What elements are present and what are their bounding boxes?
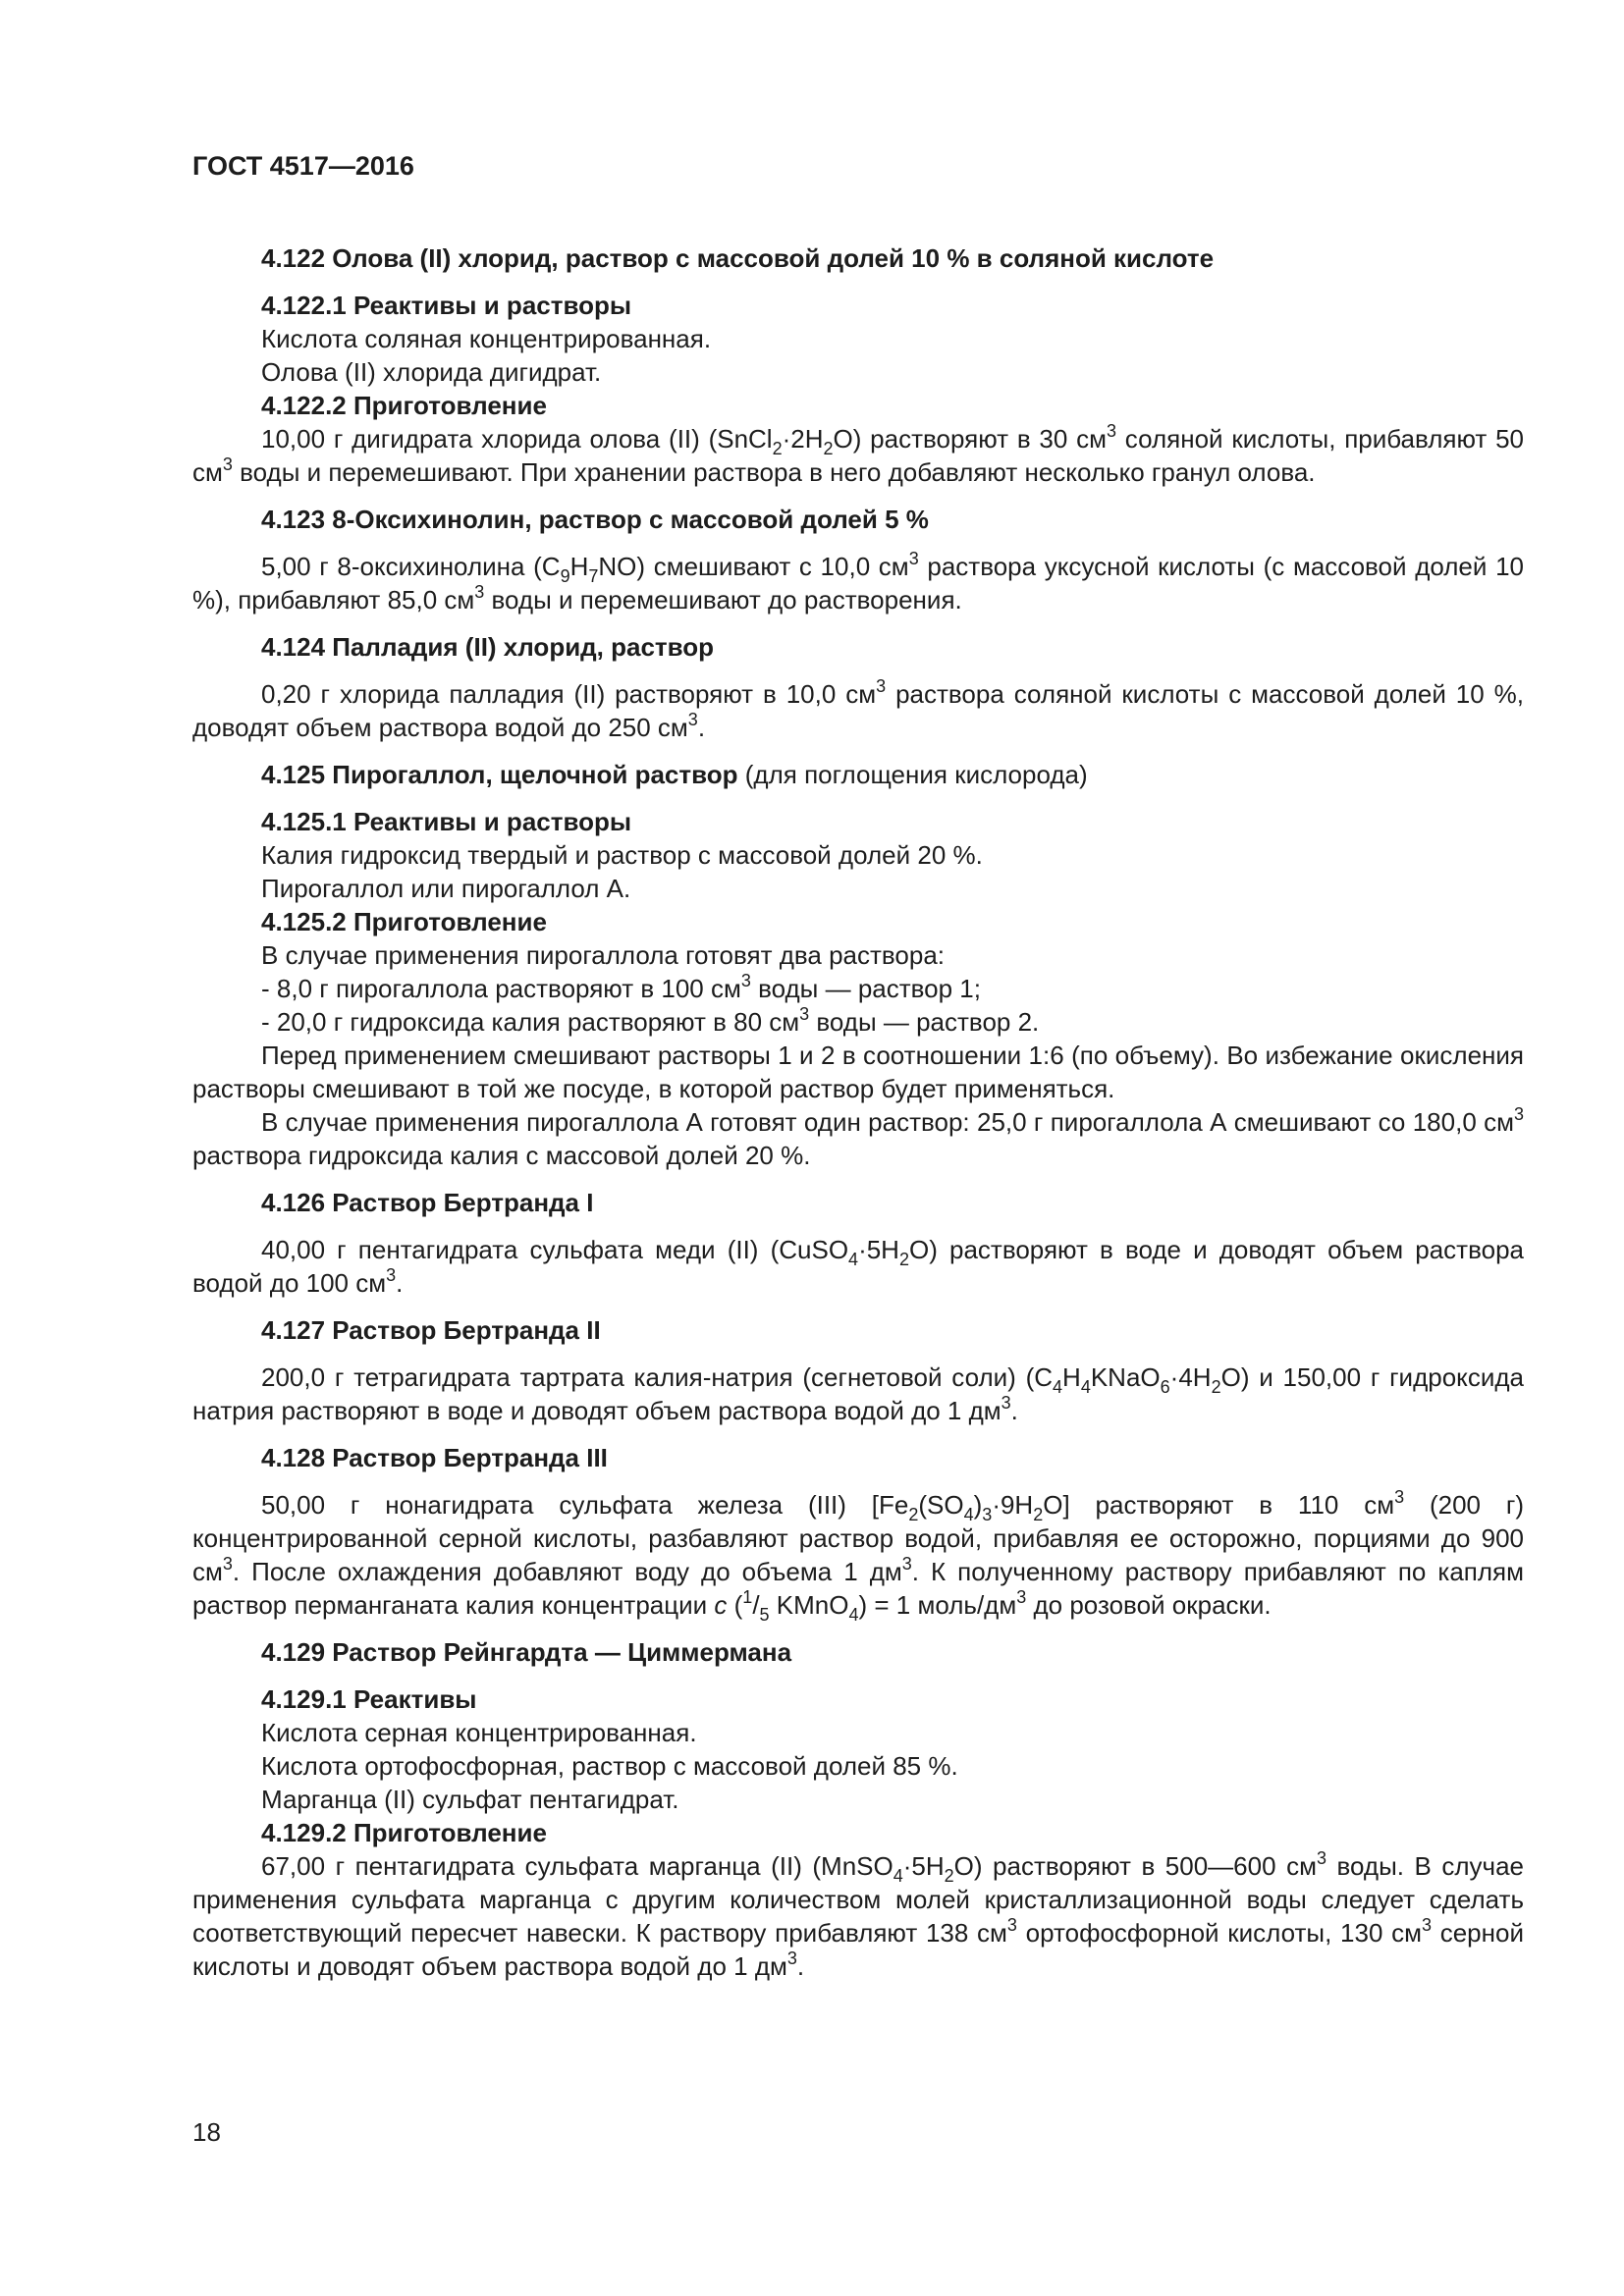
section-4-125-2-text: - 8,0 г пирогаллола растворяют в 100 $см^3$ воды — раствор 1;	[261, 971, 981, 1003]
section-4-127-text: 200,0 г тетрагидрата тартрата калия-натрия (сегнетовой соли) $(C_4H_4KNaO_6\cdot 4H_2O)$ и 150,00 г гидроксида натрия растворяют в воде и доводят объем раствора водой до 1 $дм^3$.	[192, 1362, 1524, 1425]
section-4-125-2-text: В случае применения пирогаллола А готовят один раствор: 25,0 г пирогаллола А смешивают со 180,0 $см^3$ раствора гидроксида калия с массовой долей 20 %.	[192, 1104, 1524, 1170]
section-4-129-1-reagent: Кислота ортофосфорная, раствор с массовой долей 85 %.	[261, 1751, 958, 1781]
section-4-122-1-reagent: Кислота соляная концентрированная.	[261, 324, 712, 353]
section-4-125-2-text: - 20,0 г гидроксида калия растворяют в 80 $см^3$ воды — раствор 2.	[261, 1004, 1040, 1037]
section-4-124-text: 0,20 г хлорида палладия (II) растворяют в 10,0 $см^3$ раствора соляной кислоты с массовой долей 10 %, доводят объем раствора водой до 250 $см^3$.	[192, 676, 1524, 742]
section-4-128-title: 4.128 Раствор Бертранда III	[261, 1443, 608, 1472]
section-4-122-2-title: 4.122.2 Приготовление	[261, 391, 547, 420]
section-4-123-title: 4.123 8-Оксихинолин, раствор с массовой долей 5 %	[261, 505, 929, 534]
document-body	[192, 241, 1524, 1983]
section-4-128-text: 50,00 г нонагидрата сульфата железа (III) $[Fe_2(SO_4)_3\cdot 9H_2O]$ растворяют в 110 $см^3$ (200 г) концентрированной серной кислоты, разбавляют раствор водой, прибавляя ее осторожно, порциями до 900 $см^3$. После охлаждения добавляют воду до объема 1 $дм^3$. К полученному раствору прибавляют по каплям раствор перманганата калия концентрации c ($^1/_5$ KMnO$_4$) = 1 моль/$дм^3$ до розовой окраски.	[192, 1487, 1524, 1625]
section-4-127-title: 4.127 Раствор Бертранда II	[261, 1315, 601, 1345]
section-4-125-1-reagent: Пирогаллол или пирогаллол А.	[261, 874, 631, 903]
section-4-122-2-text: 10,00 г дигидрата хлорида олова (II) $(SnCl_2\cdot 2H_2O)$ растворяют в 30 $см^3$ соляной кислоты, прибавляют 50 $см^3$ воды и перемешивают. При хранении раствора в него добавляют несколько гранул олова.	[192, 421, 1525, 487]
section-4-123-text: 5,00 г 8-оксихинолина $(C_9H_7NO)$ смешивают с 10,0 $см^3$ раствора уксусной кислоты (с массовой долей 10 %), прибавляют 85,0 $см^3$ воды и перемешивают до растворения.	[192, 549, 1524, 614]
section-4-129-1-title: 4.129.1 Реактивы	[261, 1684, 477, 1714]
section-4-124-title: 4.124 Палладия (II) хлорид, раствор	[261, 632, 715, 662]
page-number: 18	[192, 2117, 221, 2147]
section-4-129-2-text: 67,00 г пентагидрата сульфата марганца (II) $(MnSO_4\cdot 5H_2O)$ растворяют в 500—600 $см^3$ воды. В случае применения сульфата марганца с другим количеством молей кристаллизационной воды следует сделать соответствующий пересчет навески. К раствору прибавляют 138 $см^3$ ортофосфорной кислоты, 130 $см^3$ серной кислоты и доводят объем раствора водой до 1 $дм^3$.	[192, 1848, 1524, 1981]
section-4-129-2-title: 4.129.2 Приготовление	[261, 1818, 547, 1847]
section-4-122-title: 4.122 Олова (II) хлорид, раствор с массовой долей 10 % в соляной кислоте	[261, 243, 1215, 273]
section-4-122-1-title: 4.122.1 Реактивы и растворы	[261, 291, 632, 320]
section-4-125-2-title: 4.125.2 Приготовление	[261, 907, 547, 936]
section-4-125-1-reagent: Калия гидроксид твердый и раствор с массовой долей 20 %.	[261, 840, 983, 870]
section-4-129-title: 4.129 Раствор Рейнгардта — Циммермана	[261, 1637, 792, 1667]
section-4-126-text: 40,00 г пентагидрата сульфата меди (II) $(CuSO_4\cdot 5H_2O)$ растворяют в воде и доводят объем раствора водой до 100 $см^3$.	[192, 1235, 1524, 1298]
section-4-122-1-reagent: Олова (II) хлорида дигидрат.	[261, 357, 602, 387]
section-4-129-1-reagent: Марганца (II) сульфат пентагидрат.	[261, 1785, 679, 1814]
section-4-125-1-title: 4.125.1 Реактивы и растворы	[261, 807, 632, 836]
document-id: ГОСТ 4517—2016	[192, 151, 414, 181]
section-4-126-title: 4.126 Раствор Бертранда I	[261, 1188, 594, 1217]
section-4-125-2-text: В случае применения пирогаллола готовят два раствора:	[261, 940, 946, 970]
section-4-125-2-text: Перед применением смешивают растворы 1 и 2 в соотношении 1:6 (по объему). Во избежание окисления растворы смешивают в той же посуде, в которой раствор будет применяться.	[192, 1041, 1524, 1103]
section-4-125-title: 4.125 Пирогаллол, щелочной раствор (для поглощения кислорода)	[261, 760, 1088, 789]
section-4-129-1-reagent: Кислота серная концентрированная.	[261, 1718, 697, 1747]
